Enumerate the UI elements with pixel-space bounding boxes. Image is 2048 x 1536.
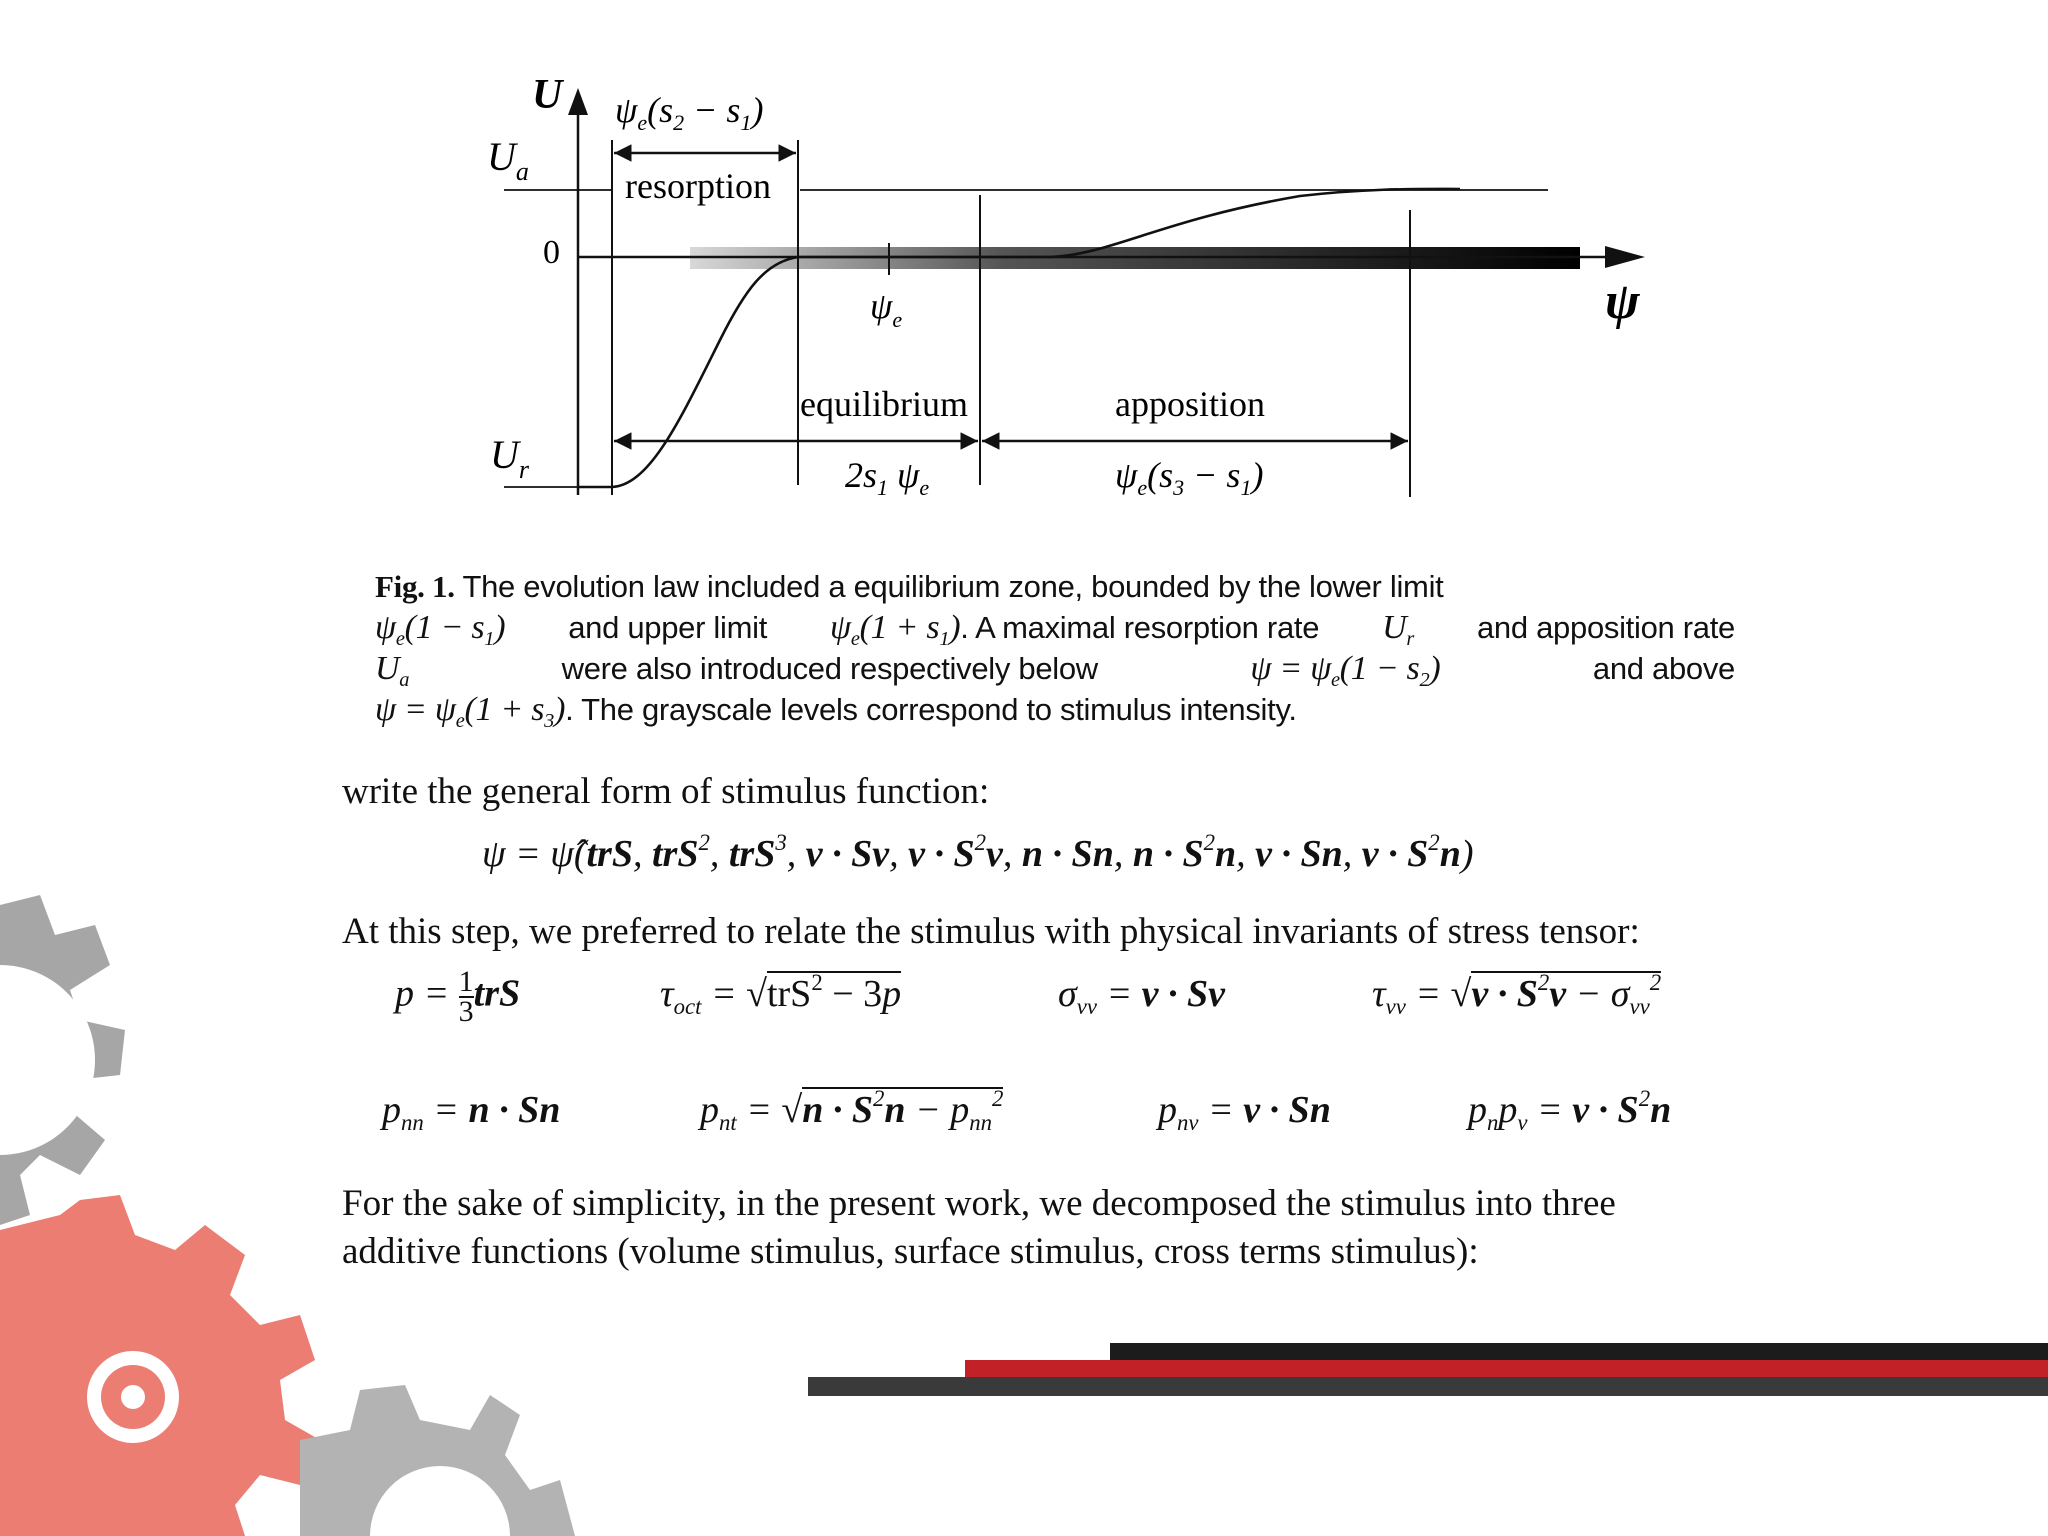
caption-below-value: $\psi = \psi_e(1 - s_2)$ — [1250, 650, 1441, 692]
caption-upper-limit: $\psi_e(1 + s_1)$ — [830, 609, 961, 651]
figure-evolution-law — [0, 0, 2048, 520]
stripe-gray — [808, 1377, 2048, 1396]
stripe-dark — [1110, 1343, 2048, 1360]
equation-p-nt: $p_{nt} = √n \cdot S^2n - p_{nn}^2$ — [700, 1086, 1004, 1135]
caption-text-4b: . The grayscale levels correspond to stimulus intensity. — [565, 692, 1297, 727]
equation-p-nv: $p_{nv} = v \cdot Sn$ — [1158, 1089, 1331, 1135]
caption-text-1: The evolution law included a equilibrium zone, bounded by the lower limit — [462, 569, 1444, 604]
figure-caption — [375, 566, 1735, 733]
ur-label: $U_r$ — [490, 432, 530, 484]
equilibrium-label: equilibrium — [800, 384, 968, 424]
equation-tau-vv: $\tau_{vv} = √v \cdot S^2v - \sigma_{vv}^2$ — [1372, 970, 1662, 1019]
y-axis-arrow — [568, 88, 588, 115]
caption-text-2d: . A maximal resorption rate — [960, 610, 1320, 645]
caption-line-3 — [375, 648, 1735, 692]
x-axis-label: ψ — [1605, 273, 1640, 330]
psi-e-label: $\psi_e$ — [870, 286, 903, 332]
caption-text-2f: and apposition rate — [1476, 610, 1735, 645]
resorption-width-label: $\psi_e(s_2 - s_1)$ — [615, 90, 764, 135]
gray-gear-top-icon — [0, 895, 125, 1225]
equation-pn-pv: $p_np_v = v \cdot S^2n$ — [1468, 1086, 1672, 1135]
apposition-width-label: $\psi_e(s_3 - s_1)$ — [1115, 455, 1264, 500]
caption-text-2b: and upper limit — [568, 610, 768, 645]
caption-ua: $U_a$ — [375, 650, 410, 692]
equation-p-nn: $p_{nn} = n \cdot Sn$ — [382, 1089, 561, 1135]
gray-gear-bottom-icon — [300, 1385, 575, 1536]
apposition-label: apposition — [1115, 384, 1265, 424]
equation-tau-oct: $\tau_{oct} = √trS^2 - 3p$ — [660, 970, 902, 1019]
stripe-red — [965, 1360, 2048, 1377]
paragraph-invariants: At this step, we preferred to relate the stimulus with physical invariants of stress tensor: — [342, 911, 1640, 952]
evolution-curve — [578, 189, 1460, 487]
caption-fig-label: Fig. 1. — [375, 569, 455, 604]
equation-general-form: ψ = ψ̂(trS, trS$^2$, trS$^3$, v · Sv, $v \cdot S^2v$, n · Sn, $n \cdot S^2n$, v · Sn, $v \cdot S^2n$) — [482, 830, 1474, 875]
y-axis-label: U — [532, 72, 563, 118]
caption-lower-limit: $\psi_e(1 - s_1)$ — [375, 609, 506, 651]
equation-p: p = $\frac{1}{3}$ trS — [395, 965, 521, 1028]
caption-text-3d: and above — [1592, 651, 1735, 686]
paragraph-general-form: write the general form of stimulus function: — [342, 771, 990, 812]
caption-text-3b: were also introduced respectively below — [561, 651, 1098, 686]
caption-line-2 — [375, 607, 1735, 651]
salmon-gear-icon — [0, 1195, 320, 1536]
caption-line-1 — [375, 566, 1735, 607]
equilibrium-width-label: $2s_1$ $\psi_e$ — [845, 455, 930, 500]
zero-label: 0 — [543, 234, 560, 271]
resorption-label: resorption — [625, 166, 771, 206]
paragraph-decomposition-2: additive functions (volume stimulus, surface stimulus, cross terms stimulus): — [342, 1231, 1479, 1272]
equation-sigma-vv: $\sigma_{vv} = v \cdot Sv$ — [1058, 973, 1226, 1019]
paragraph-decomposition-1: For the sake of simplicity, in the present work, we decomposed the stimulus into three — [342, 1183, 1616, 1224]
caption-line-4 — [375, 689, 1735, 733]
caption-above-value: $\psi = \psi_e(1 + s_3)$ — [375, 691, 566, 733]
ua-label: $U_a$ — [487, 134, 529, 186]
x-axis-arrow — [1605, 246, 1645, 268]
caption-ur: $U_r$ — [1382, 609, 1415, 651]
